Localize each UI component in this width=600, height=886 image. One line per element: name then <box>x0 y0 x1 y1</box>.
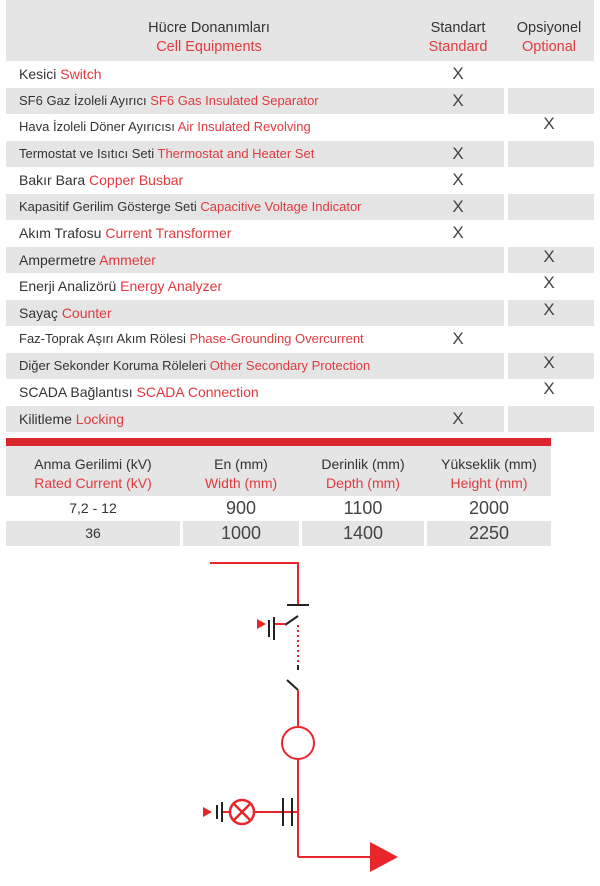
width-value: 1000 <box>220 523 262 543</box>
optional-mark: X <box>543 299 555 319</box>
equipment-row <box>6 353 594 380</box>
equipment-row <box>6 61 594 88</box>
standard-mark: X <box>452 64 464 83</box>
optional-mark <box>504 406 594 433</box>
equipment-row <box>6 273 594 300</box>
diagram-arrows <box>203 619 398 872</box>
header-equipment <box>6 19 412 57</box>
optional-mark <box>504 61 594 88</box>
header-equipment-tr: Hücre Donanımları <box>148 20 270 36</box>
equipment-row <box>6 167 594 194</box>
optional-mark <box>504 167 594 194</box>
equipment-name-tr: Akım Trafosu <box>19 225 102 241</box>
header-width <box>183 455 299 493</box>
equipment-name-tr: Hava İzoleli Döner Ayırıcısı <box>19 119 175 134</box>
equipment-name <box>19 220 231 247</box>
optional-mark <box>504 194 594 221</box>
equipment-name-en: Thermostat and Heater Set <box>157 145 315 161</box>
standard-mark <box>412 247 504 274</box>
outgoing-arrow-icon <box>370 842 398 872</box>
optional-mark: X <box>543 114 555 133</box>
standard-mark: X <box>452 329 464 348</box>
equipment-name-en: Other Secondary Protection <box>209 357 371 373</box>
equipment-name <box>19 247 156 274</box>
equipment-name <box>19 61 101 88</box>
incoming-line <box>210 563 298 605</box>
cell-equipment-table <box>6 0 594 432</box>
section-divider-bar <box>6 438 551 446</box>
header-depth <box>302 455 424 493</box>
header-height-en: Height (mm) <box>450 475 528 491</box>
equipment-name-tr: SF6 Gaz İzoleli Ayırıcı <box>19 92 147 108</box>
standard-mark <box>412 273 504 300</box>
equipment-row <box>6 194 594 221</box>
equipment-row <box>6 379 594 406</box>
equipment-name <box>19 273 222 300</box>
standard-mark: X <box>452 170 464 189</box>
dimension-rows <box>6 496 551 546</box>
header-standard-en: Standard <box>428 39 488 55</box>
equipment-name-tr: Faz-Toprak Aşırı Akım Rölesi <box>19 331 186 346</box>
depth-value: 1400 <box>342 523 384 543</box>
header-optional <box>504 19 594 57</box>
rated-voltage-value: 36 <box>85 525 101 541</box>
equipment-name-tr: Kilitleme <box>19 410 72 427</box>
equipment-name-tr: SCADA Bağlantısı <box>19 384 133 400</box>
header-voltage-tr: Anma Gerilimi (kV) <box>34 456 152 472</box>
dimension-row <box>6 496 551 521</box>
equipment-name-tr: Sayaç <box>19 304 58 321</box>
standard-mark: X <box>452 196 464 216</box>
dimension-row <box>6 521 551 546</box>
standard-mark <box>412 379 504 406</box>
optional-mark <box>504 88 594 115</box>
equipment-name <box>19 114 311 141</box>
standard-mark <box>412 353 504 380</box>
header-width-en: Width (mm) <box>204 475 278 491</box>
column-divider <box>299 521 302 546</box>
equipment-name-en: SF6 Gas Insulated Separator <box>150 92 319 108</box>
header-depth-tr: Derinlik (mm) <box>321 456 405 472</box>
header-depth-en: Depth (mm) <box>326 475 400 491</box>
equipment-name <box>19 300 112 327</box>
equipment-name <box>19 194 362 221</box>
standard-mark <box>412 300 504 327</box>
equipment-name-tr: Ampermetre <box>19 251 97 268</box>
equipment-name-tr: Kapasitif Gerilim Gösterge Seti <box>19 198 197 214</box>
equipment-row <box>6 300 594 327</box>
equipment-name-tr: Termostat ve Isıtıcı Seti <box>19 145 155 161</box>
equipment-name-en: Locking <box>75 410 125 427</box>
header-height <box>427 455 551 493</box>
equipment-row <box>6 88 594 115</box>
rated-voltage-value: 7,2 - 12 <box>69 500 117 516</box>
column-divider <box>424 521 427 546</box>
equipment-name <box>19 353 370 380</box>
equipment-rows <box>6 61 594 432</box>
equipment-name-en: Energy Analyzer <box>120 278 223 294</box>
header-width-tr: En (mm) <box>214 456 268 472</box>
height-value: 2000 <box>468 498 510 518</box>
optional-mark <box>504 220 594 247</box>
equipment-name-en: Ammeter <box>99 251 156 268</box>
width-value: 900 <box>225 498 257 518</box>
optional-mark <box>504 326 594 353</box>
column-divider <box>424 496 427 521</box>
header-standard-tr: Standart <box>430 20 486 36</box>
standard-mark: X <box>452 143 464 163</box>
equipment-table-header <box>6 0 594 61</box>
disconnector-blade <box>285 616 298 625</box>
header-standard <box>412 19 504 57</box>
equipment-row <box>6 247 594 274</box>
equipment-name-en: Switch <box>60 66 102 82</box>
header-optional-tr: Opsiyonel <box>516 20 582 36</box>
optional-mark: X <box>543 352 555 372</box>
single-line-diagram <box>0 555 600 886</box>
standard-mark: X <box>452 223 464 242</box>
equipment-name <box>19 326 364 353</box>
equipment-name-en: Counter <box>61 304 112 321</box>
equipment-name <box>19 167 183 194</box>
equipment-row <box>6 326 594 353</box>
header-optional-en: Optional <box>521 39 576 55</box>
equipment-name <box>19 379 259 406</box>
earth-arrow-icon <box>257 619 266 629</box>
equipment-row <box>6 406 594 433</box>
equipment-name-en: Air Insulated Revolving <box>177 119 311 134</box>
equipment-name <box>19 406 124 433</box>
equipment-name-en: Copper Busbar <box>89 172 184 188</box>
equipment-name <box>19 141 314 168</box>
equipment-name-en: Capacitive Voltage Indicator <box>200 198 362 214</box>
equipment-name-en: Current Transformer <box>105 225 232 241</box>
equipment-row <box>6 114 594 141</box>
standard-mark: X <box>452 90 464 110</box>
equipment-row <box>6 220 594 247</box>
equipment-row <box>6 141 594 168</box>
header-equipment-en: Cell Equipments <box>156 39 262 55</box>
column-divider <box>180 521 183 546</box>
equipment-name-tr: Enerji Analizörü <box>19 278 117 294</box>
equipment-name-en: Phase-Grounding Overcurrent <box>189 331 364 346</box>
standard-mark: X <box>452 408 464 428</box>
optional-mark <box>504 141 594 168</box>
optional-mark: X <box>543 246 555 266</box>
header-rated-voltage <box>6 455 180 493</box>
breaker-blade <box>287 680 298 690</box>
standard-mark <box>412 114 504 141</box>
dimension-table <box>6 446 551 546</box>
column-divider <box>180 496 183 521</box>
current-transformer-symbol <box>282 727 314 759</box>
equipment-name-tr: Kesici <box>19 66 57 82</box>
equipment-name <box>19 88 319 115</box>
dimension-table-header <box>6 446 551 496</box>
header-height-tr: Yükseklik (mm) <box>441 456 537 472</box>
column-divider <box>299 496 302 521</box>
optional-mark: X <box>543 273 555 292</box>
lamp-arrow-icon <box>203 807 212 817</box>
optional-mark: X <box>543 379 555 398</box>
diagram-lines <box>210 563 372 857</box>
height-value: 2250 <box>468 523 510 543</box>
equipment-name-tr: Bakır Bara <box>19 172 86 188</box>
header-voltage-en: Rated Current (kV) <box>34 475 152 491</box>
equipment-name-tr: Diğer Sekonder Koruma Röleleri <box>19 357 207 373</box>
equipment-name-en: SCADA Connection <box>136 384 259 400</box>
depth-value: 1100 <box>343 498 383 518</box>
